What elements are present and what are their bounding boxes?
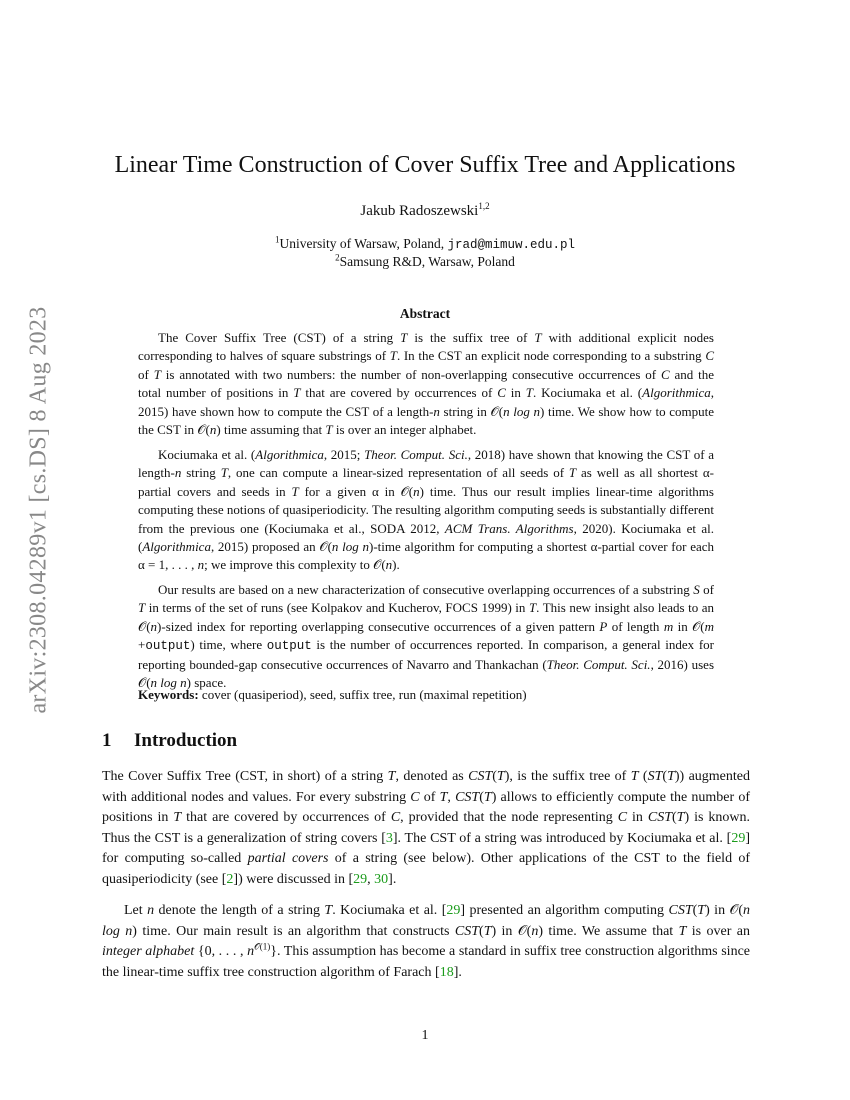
math-symbol: integer alphabet xyxy=(102,944,195,960)
math-symbol: T xyxy=(525,385,534,401)
text-run: + xyxy=(138,637,146,653)
section-number: 1 xyxy=(102,730,112,751)
math-symbol: C xyxy=(617,810,628,826)
journal-name: Algorithmica xyxy=(642,385,711,401)
math-symbol: n xyxy=(433,403,440,419)
math-symbol: T xyxy=(389,348,397,364)
text-run: ( xyxy=(479,789,484,805)
text-run: , 2016) uses 𝒪( xyxy=(138,656,715,691)
text-run: ; we improve this complexity to 𝒪( xyxy=(204,557,386,573)
math-symbol: n xyxy=(174,465,182,481)
affiliation-text: University of Warsaw, Poland, xyxy=(279,236,448,251)
text-run: string in 𝒪( xyxy=(439,403,504,419)
text-run: , 2020). Kociumaka et al. ( xyxy=(138,520,715,555)
math-symbol: C xyxy=(705,348,714,364)
text-run: , xyxy=(447,789,456,805)
text-run: ) in 𝒪( xyxy=(705,903,744,918)
text-run: ] for computing so-called xyxy=(102,830,750,867)
text-run: ) time. We show how to compute the CST in 𝒪( xyxy=(138,403,714,438)
citation-link[interactable]: 29 xyxy=(731,830,746,846)
text-run: ) space. xyxy=(186,675,227,691)
abstract-heading: Abstract xyxy=(399,306,451,321)
text-run: , one can compute a linear-sized representation of all seeds of xyxy=(227,465,569,481)
math-symbol: S xyxy=(693,582,700,597)
text-run: )-sized index for reporting overlapping consecutive occurrences of a given pattern xyxy=(157,618,600,634)
text-run: )-time algorithm for computing a shortest α-partial cover for each α = 1, . . . , xyxy=(138,539,715,573)
abstract-paragraph-3 xyxy=(138,581,714,692)
text-run: ( xyxy=(492,769,497,784)
math-symbol: C xyxy=(497,385,506,401)
text-run: in 𝒪( xyxy=(673,618,705,634)
math-symbol: m xyxy=(663,618,674,634)
text-run: Our results are based on a new characterization of consecutive overlapping occurrences of a substring xyxy=(158,582,694,597)
math-symbol: CST xyxy=(455,789,480,805)
math-symbol: CST xyxy=(668,903,693,918)
text-run: , denoted as xyxy=(395,769,469,784)
text-run: . Kociumaka et al. ( xyxy=(533,385,643,401)
math-symbol: T xyxy=(325,422,333,438)
author-email: jrad@mimuw.edu.pl xyxy=(447,238,576,252)
math-symbol: C xyxy=(390,810,401,826)
author-name: Jakub Radoszewski xyxy=(360,203,479,219)
text-run: )) augmented with additional nodes and values. For every substring xyxy=(102,769,750,805)
text-run: ) in 𝒪( xyxy=(491,923,532,939)
text-run: is over an xyxy=(686,923,750,939)
text-run: , 2015) proposed an 𝒪( xyxy=(210,539,332,555)
text-run: is over an integer alphabet. xyxy=(332,422,477,438)
text-run: of xyxy=(699,582,714,597)
text-run: ) time. We assume that xyxy=(538,923,679,939)
author-affil-marks: 1,2 xyxy=(478,201,490,211)
text-run: ]. xyxy=(453,964,462,980)
math-symbol: T xyxy=(293,385,301,401)
section-title: Introduction xyxy=(134,730,238,751)
text-run: , provided that the node representing xyxy=(400,810,618,826)
keywords-text: cover (quasiperiod), seed, suffix tree, run (maximal repetition) xyxy=(198,687,527,702)
text-run: 𝒪(1) xyxy=(254,941,271,952)
math-symbol: n xyxy=(247,944,255,960)
math-symbol: T xyxy=(220,465,228,481)
math-symbol: T xyxy=(676,810,685,826)
math-symbol: T xyxy=(496,769,505,784)
text-run: in terms of the set of runs (see Kolpakov and Kucherov, FOCS 1999) in xyxy=(145,600,529,616)
math-symbol: CST xyxy=(647,810,672,826)
text-run: ( xyxy=(638,769,648,784)
text-run: of length xyxy=(607,618,664,634)
citation-link[interactable]: 2 xyxy=(226,871,234,887)
paper-title: Linear Time Construction of Cover Suffix Tree and Applications xyxy=(114,152,736,178)
text-run: ) time. Thus our result implies linear-time algorithms computing these notions of quasiperiodicity. The resulting algorithm computing seeds is substantially different from the previous one (Kociumaka et al., SODA 2012, xyxy=(138,483,714,536)
text-run: . Kociumaka et al. [ xyxy=(332,903,447,918)
math-symbol: ST xyxy=(647,769,663,784)
text-run: denote the length of a string xyxy=(154,903,325,918)
text-run: ( xyxy=(479,923,484,939)
text-run: ( xyxy=(692,903,698,918)
math-symbol: n xyxy=(531,923,539,939)
abstract-paragraph-1 xyxy=(138,329,714,439)
text-run: ( xyxy=(671,810,677,826)
math-symbol: T xyxy=(439,789,448,805)
math-symbol: CST xyxy=(468,769,493,784)
text-run: The Cover Suffix Tree (CST, in short) of a string xyxy=(102,769,388,784)
math-symbol: n xyxy=(209,422,217,438)
affiliation-2 xyxy=(0,254,850,270)
text-run: ) time. Our main result is an algorithm that constructs xyxy=(132,923,455,939)
text-run: with additional explicit nodes corresponding to halves of square substrings of xyxy=(138,330,714,364)
affiliation-mark: 2 xyxy=(335,252,340,263)
math-symbol: T xyxy=(667,769,675,784)
keywords-label: Keywords: xyxy=(138,687,199,702)
math-symbol: T xyxy=(324,903,333,918)
text-run: for a given α in 𝒪( xyxy=(298,483,414,499)
text-run: of xyxy=(138,366,154,382)
math-symbol: C xyxy=(660,366,670,382)
math-symbol: T xyxy=(387,769,396,784)
math-symbol: T xyxy=(138,600,146,616)
math-symbol: T xyxy=(483,789,492,805)
text-run: string xyxy=(181,465,221,481)
text-run: ) time, where xyxy=(190,637,267,653)
math-symbol: T xyxy=(291,483,299,499)
text-run: , 2015) have shown how to compute the CST of a length- xyxy=(138,385,714,419)
text-run: ( xyxy=(662,769,668,784)
abstract-paragraph-2 xyxy=(138,446,714,575)
text-run: is the number of occurrences reported. In comparison, a general index for reporting bounded-gap consecutive occurrences of Navarro and Thankachan ( xyxy=(138,637,714,672)
math-symbol: n log n xyxy=(150,675,187,691)
arxiv-side-identifier xyxy=(26,270,52,750)
math-symbol: T xyxy=(678,923,687,939)
math-symbol: CST xyxy=(454,923,480,939)
citation-link[interactable]: 30 xyxy=(374,871,389,887)
output-keyword: output xyxy=(145,639,191,654)
text-run: ) is known. Thus the CST is a generalization of string covers [ xyxy=(102,810,750,846)
journal-name: Algorithmica xyxy=(255,447,324,462)
text-run: is the suffix tree of xyxy=(407,330,535,345)
text-run: of a string (see below). Other applications of the CST to the field of quasiperiodicity (see [ xyxy=(102,851,751,887)
intro-paragraph-2 xyxy=(102,901,750,983)
affiliation-text: Samsung R&D, Warsaw, Poland xyxy=(339,254,515,269)
text-run: that are covered by occurrences of xyxy=(181,810,391,826)
text-run: , 2018) have shown that knowing the CST of a length- xyxy=(138,447,714,481)
text-run: Let xyxy=(124,903,148,918)
text-run: , xyxy=(367,871,375,887)
math-symbol: P xyxy=(599,618,608,634)
text-run: The Cover Suffix Tree (CST) of a string xyxy=(158,330,401,345)
math-symbol: C xyxy=(410,789,420,805)
math-symbol: n xyxy=(385,557,393,573)
math-symbol: n log n xyxy=(503,403,540,419)
math-symbol: T xyxy=(173,810,182,826)
affiliation-1 xyxy=(0,236,850,252)
text-run: that are covered by occurrences of xyxy=(300,385,498,401)
math-symbol: T xyxy=(153,366,161,382)
text-run: . This new insight also leads to an 𝒪( xyxy=(138,600,714,634)
arxiv-identifier-text: arXiv:2308.04289v1 [cs.DS] 8 Aug 2023 xyxy=(25,306,52,714)
math-symbol: m xyxy=(704,618,714,634)
text-run: ]) were discussed in [ xyxy=(233,871,354,887)
citation-link[interactable]: 3 xyxy=(385,830,393,846)
journal-name: Theor. Comput. Sci. xyxy=(546,656,651,672)
math-symbol: T xyxy=(630,769,639,784)
math-symbol: n log n xyxy=(102,903,751,939)
text-run: and the total number of positions in xyxy=(138,366,714,401)
math-symbol: n xyxy=(197,557,205,573)
math-symbol: T xyxy=(534,330,542,345)
math-symbol: T xyxy=(528,600,537,616)
math-symbol: T xyxy=(568,465,577,481)
math-symbol: T xyxy=(400,330,408,345)
math-symbol: T xyxy=(483,923,492,939)
intro-paragraph-1 xyxy=(102,767,750,891)
citation-link[interactable]: 18 xyxy=(439,964,454,980)
math-symbol: T xyxy=(697,903,706,918)
text-run: ). xyxy=(392,557,400,573)
text-run: ) allows to efficiently compute the number of positions in xyxy=(102,789,750,826)
affiliation-mark: 1 xyxy=(274,234,280,245)
text-run: is annotated with two numbers: the number of non-overlapping consecutive occurrences of xyxy=(160,366,661,382)
text-run: in xyxy=(505,385,526,401)
output-keyword: output xyxy=(266,639,312,654)
math-symbol: n log n xyxy=(331,539,369,555)
journal-name: ACM Trans. Algorithms xyxy=(444,520,574,536)
math-symbol: partial covers xyxy=(247,851,329,867)
section-heading xyxy=(102,730,237,752)
text-run: . In the CST an explicit node corresponding to a substring xyxy=(396,348,706,364)
author-line xyxy=(0,203,850,220)
text-run: as well as all shortest α-partial covers and seeds in xyxy=(138,465,714,499)
citation-link[interactable]: 29 xyxy=(353,871,368,887)
text-run: ]. xyxy=(388,871,397,887)
page-number: 1 xyxy=(421,1028,429,1043)
text-run: ) time assuming that xyxy=(216,422,326,438)
text-run: {0, . . . , xyxy=(194,944,248,960)
journal-name: Theor. Comput. Sci. xyxy=(364,447,468,462)
journal-name: Algorithmica xyxy=(142,539,211,555)
math-symbol: n xyxy=(413,483,420,499)
text-run: in xyxy=(627,810,648,826)
citation-link[interactable]: 29 xyxy=(446,903,461,918)
math-symbol: n xyxy=(150,618,158,634)
math-symbol: n xyxy=(147,903,155,918)
text-run: , 2015; xyxy=(323,447,365,462)
text-run: Kociumaka et al. ( xyxy=(158,447,256,462)
text-run: of xyxy=(419,789,440,805)
text-run: ), is the suffix tree of xyxy=(504,769,631,784)
text-run: ]. The CST of a string was introduced by Kociumaka et al. [ xyxy=(392,830,732,846)
text-run: ] presented an algorithm computing xyxy=(460,903,669,918)
keywords-line xyxy=(138,687,527,703)
text-run: }. This assumption has become a standard in suffix tree construction algorithms since the linear-time suffix tree construction algorithm of Farach [ xyxy=(102,944,750,980)
